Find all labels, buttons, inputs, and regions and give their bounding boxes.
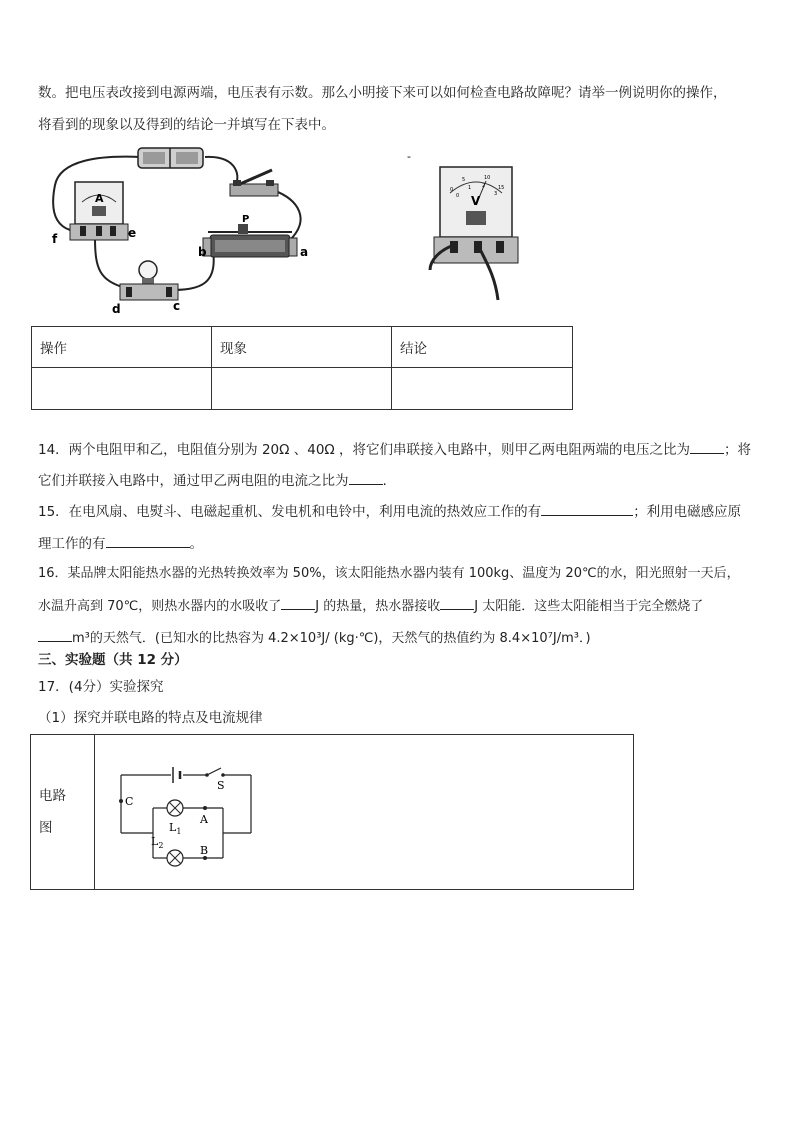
q14-text-1: 14．两个电阻甲和乙，电阻值分别为 20Ω 、40Ω ，将它们串联接入电路中，则甲乙两电阻两端的电压之比为	[38, 442, 691, 458]
intro-line-1: 数。把电压表改接到电源两端，电压表有示数。那么小明接下来可以如何检查电路故障呢？请举一例说明你的操作，	[38, 85, 727, 101]
lamp-l2-icon	[167, 850, 183, 866]
q15-text-2: ；利用电磁感应原	[633, 504, 742, 520]
q16-blank-3[interactable]	[38, 627, 72, 642]
question-16-line-2	[38, 595, 703, 617]
table-cell-conclusion[interactable]	[392, 368, 573, 410]
answer-table	[31, 326, 573, 410]
wire-ammeter-lamp	[95, 238, 125, 288]
ammeter-icon	[70, 182, 128, 240]
question-14-line-1	[38, 439, 751, 460]
table-cell-operation[interactable]	[32, 368, 212, 410]
terminal-e-label: e	[128, 226, 137, 240]
q16-text-4: m³的天然气．(已知水的比热容为 4.2×10³J/ (kg·℃)，天然气的热值约为 8.4×10⁷J/m³．)	[72, 631, 591, 646]
volt-scale-10: 10	[484, 175, 491, 181]
q16-text-3: J 太阳能．这些太阳能相当于完全燃烧了	[474, 599, 704, 614]
table-header-phenomenon: 现象	[212, 327, 392, 368]
q14-blank-2[interactable]	[349, 470, 383, 485]
lamp-icon	[120, 261, 178, 300]
question-17-sub-1: （1）探究并联电路的特点及电流规律	[38, 710, 263, 726]
q16-blank-2[interactable]	[440, 595, 474, 610]
terminal-c-label: c	[173, 299, 181, 313]
circuit-table-label	[31, 735, 95, 890]
switch-symbol-icon	[205, 768, 225, 777]
volt-scale-15: 15	[498, 185, 505, 191]
node-a-label: A	[200, 813, 208, 826]
q15-text-4: 。	[189, 536, 203, 552]
circuit-diagram-cell	[95, 735, 634, 890]
table-header-conclusion: 结论	[392, 327, 573, 368]
lamp-l1-label: $L_1$	[169, 821, 182, 836]
q16-blank-1[interactable]	[281, 595, 315, 610]
circuit-label-line-1: 电路	[39, 788, 66, 804]
question-16-line-1: 16．某品牌太阳能热水器的光热转换效率为 50%，该太阳能热水器内装有 100kg、温度为 20℃的水，阳光照射一天后，	[38, 566, 740, 581]
parallel-circuit-diagram	[117, 763, 297, 873]
terminal-f-label: f	[52, 232, 58, 246]
circuit-apparatus-figure	[40, 140, 340, 320]
q16-text-2: J 的热量，热水器接收	[315, 599, 441, 614]
lamp-l1-icon	[167, 800, 183, 816]
volt-inner-scale-3: 3	[494, 191, 498, 197]
section-3-title: 三、实验题（共 12 分）	[38, 652, 188, 668]
table-header-operation: 操作	[32, 327, 212, 368]
intro-line-2: 将看到的现象以及得到的结论一并填写在下表中。	[38, 117, 335, 133]
node-c-dot	[119, 799, 123, 803]
question-15-line-1	[38, 501, 741, 522]
circuit-label-line-2: 图	[39, 820, 53, 836]
table-cell-phenomenon[interactable]	[212, 368, 392, 410]
q15-blank-2[interactable]	[106, 533, 190, 548]
rheostat-icon	[203, 224, 297, 257]
volt-inner-scale-0: 0	[456, 193, 460, 199]
q14-blank-1[interactable]	[690, 439, 724, 454]
voltmeter-figure	[400, 145, 540, 305]
switch-s-label: S	[217, 779, 225, 792]
volt-scale-0: 0	[450, 187, 454, 193]
ammeter-letter: A	[95, 192, 104, 205]
question-16-line-3	[38, 627, 591, 649]
node-b-label: B	[200, 844, 209, 857]
q14-text-4: .	[382, 473, 387, 489]
voltmeter-letter: V	[471, 194, 481, 208]
q14-text-3: 它们并联接入电路中，通过甲乙两电阻的电流之比为	[38, 473, 349, 489]
question-14-line-2	[38, 470, 387, 491]
slider-p-label: P	[242, 214, 250, 225]
volt-inner-scale-2: 2	[482, 183, 486, 189]
terminal-b-label: b	[198, 245, 207, 259]
volt-scale-5: 5	[462, 177, 466, 183]
q15-blank-1[interactable]	[541, 501, 633, 516]
circuit-table	[30, 734, 634, 890]
terminal-d-label: d	[112, 302, 121, 316]
volt-inner-scale-1: 1	[468, 185, 472, 191]
node-a-dot	[203, 806, 207, 810]
battery-symbol-icon	[173, 767, 180, 783]
question-17-title: 17．(4分）实验探究	[38, 679, 164, 695]
battery-icon	[138, 148, 203, 168]
node-c-label: C	[125, 795, 134, 808]
q14-text-2: ；将	[724, 442, 752, 458]
question-15-line-2	[38, 533, 203, 554]
wire-battery-switch	[205, 157, 237, 185]
lamp-l2-label: $L_2$	[151, 835, 164, 850]
q15-text-3: 理工作的有	[38, 536, 106, 552]
terminal-a-label: a	[300, 245, 309, 259]
q16-text-1: 水温升高到 70℃，则热水器内的水吸收了	[38, 599, 282, 614]
dash-mark: -	[407, 150, 411, 163]
q15-text-1: 15．在电风扇、电熨斗、电磁起重机、发电机和电铃中，利用电流的热效应工作的有	[38, 504, 542, 520]
